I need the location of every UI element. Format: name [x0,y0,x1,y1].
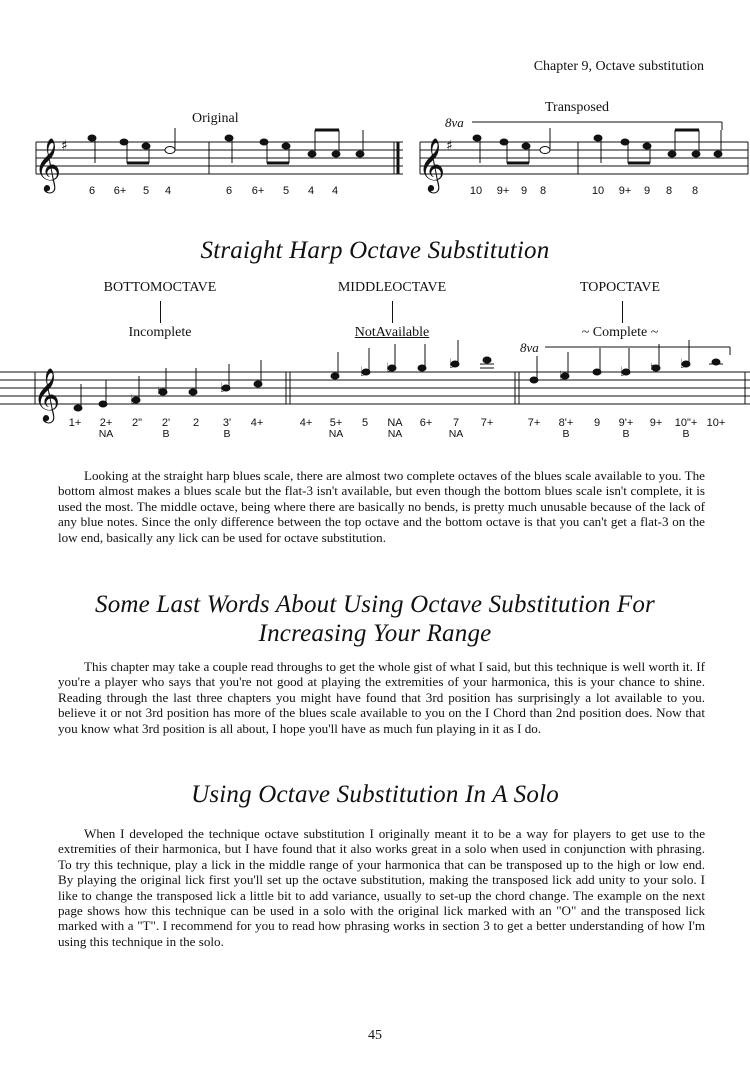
tab-number [519,418,549,429]
middle-octave-status: NotAvailable [354,325,430,340]
tab-number: 9 [520,185,528,197]
tab-number [122,418,152,429]
tab-hole: 9+ [649,417,663,429]
svg-text:♭: ♭ [386,361,393,376]
tab-number [472,418,502,429]
top-octave-status: ~ Complete ~ [581,325,659,340]
tab-number [151,418,181,440]
tab-hole: 9 [593,417,601,429]
tab-annotation: B [223,428,231,440]
paragraph-straight-harp: Looking at the straight harp blues scale, there are almost two complete octaves of the blues scale available to you. The bottom almost makes a blues scale but the flat-3 isn't available, but even though the bottom blues scale isn't complete, it is used the most. The middle octave, being where there are basically no bends, is pretty much unusable because of the lack of any blue notes. Since the only difference between the top octave and the bottom octave is that you can't get a flat-3 on the low end, basically any lick can be used for octave substitution. [58,468,705,545]
tab-hole: 2' [161,417,171,429]
tab-hole: 10+ [706,417,726,429]
tab-number [60,418,90,429]
page-number: 45 [368,1028,382,1043]
tab-annotation: NA [98,428,114,440]
tab-hole: 8'+ [558,417,574,429]
treble-clef-icon: 𝄞 [33,367,61,421]
svg-text:♯: ♯ [61,138,68,154]
tab-hole: 10"+ [674,417,698,429]
tab-number [441,418,471,440]
section-title-straight-harp: Straight Harp Octave Substitution [200,237,550,264]
top-octave-connector [622,301,623,323]
bottom-octave-connector [160,301,161,323]
tab-number [411,418,441,429]
tab-hole: 7+ [480,417,494,429]
music-notation [0,0,750,440]
svg-text:♮: ♮ [650,361,655,376]
tab-number [611,418,641,440]
svg-text:♯: ♯ [446,138,453,154]
paragraph-solo: When I developed the technique octave substitution I originally meant it to be a way for players to get use to the extremities of their harmonica, but I have found that it also works great in a solo when used in conjunction with phrasing. To try this technique, play a lick in the middle range of your harmonica that can be transposed up to the high or low end. By playing the original lick first you'll set up the octave substitution, making the transposed lick add unity to your solo. I like to change the transposed lick a little bit to add variance, usually to set-up the chord change. The example on the next page shows how this technique can be used in a solo with the original lick marked with an "O" and the transposed lick marked with a "T". I recommend for you to read how phrasing works in section 3 to get a better understanding of how I'm using this technique in the solo. [58,826,705,949]
svg-text:♭: ♭ [620,365,627,380]
svg-text:♭: ♭ [680,357,687,372]
tab-annotation: B [162,428,170,440]
original-label: Original [192,111,239,126]
bottom-octave-label: BOTTOMOCTAVE [103,280,217,295]
tab-number [91,418,121,440]
svg-text:♭: ♭ [130,393,137,408]
tab-number [551,418,581,440]
tab-number [181,418,211,429]
tab-hole: 7 [452,417,460,429]
tab-annotation: B [562,428,570,440]
tab-number: 10 [469,185,483,197]
tab-number: 5 [142,185,150,197]
tab-hole: 3' [222,417,232,429]
middle-octave-label: MIDDLEOCTAVE [337,280,447,295]
tab-number: 8 [691,185,699,197]
tab-hole: 5+ [329,417,343,429]
tab-number: 10 [591,185,605,197]
tab-number [380,418,410,440]
tab-hole: 5 [361,417,369,429]
bottom-octave-status: Incomplete [128,325,192,340]
svg-text:♭: ♭ [360,365,367,380]
svg-text:♭: ♭ [449,357,456,372]
tab-number: 6+ [251,185,265,197]
tab-number: 5 [282,185,290,197]
section-title-last-words-line1: Some Last Words About Using Octave Substitution For [95,591,655,618]
tab-number: 4 [331,185,339,197]
tab-hole: 4+ [250,417,264,429]
treble-clef-icon: 𝄞 [34,137,62,191]
tab-number [291,418,321,429]
tab-hole: 2" [131,417,143,429]
tab-hole: 1+ [68,417,82,429]
tab-number: 4 [164,185,172,197]
tab-hole: 9'+ [618,417,634,429]
tab-hole: 6+ [419,417,433,429]
tab-hole: 2 [192,417,200,429]
scale-staff [0,372,750,404]
tab-hole: 4+ [299,417,313,429]
svg-text:♮: ♮ [157,385,162,400]
tab-annotation: NA [448,428,464,440]
tab-hole: 7+ [527,417,541,429]
tab-number [212,418,242,440]
ottava-mark-scale: 8va [520,340,539,355]
tab-number [582,418,612,429]
tab-number: 6+ [113,185,127,197]
tab-annotation: B [682,428,690,440]
tab-number [242,418,272,429]
transposed-label: Transposed [545,100,610,115]
treble-clef-icon: 𝄞 [418,137,446,191]
tab-number [641,418,671,429]
tab-annotation: NA [387,428,403,440]
tab-annotation: B [622,428,630,440]
middle-octave-connector [392,301,393,323]
tab-number: 9 [643,185,651,197]
tab-number [321,418,351,440]
tab-hole: NA [387,417,403,429]
tab-number: 6 [88,185,96,197]
top-octave-label: TOPOCTAVE [579,280,661,295]
section-title-solo: Using Octave Substitution In A Solo [191,781,559,808]
tab-number [350,418,380,429]
section-title-last-words-line2: Increasing Your Range [258,620,492,647]
tab-number: 4 [307,185,315,197]
tab-number: 8 [665,185,673,197]
tab-number [671,418,701,440]
tab-number: 6 [225,185,233,197]
svg-text:♭: ♭ [559,369,566,384]
paragraph-last-words: This chapter may take a couple read throughs to get the whole gist of what I said, but this technique is well worth it. If you're a player who says that you're not good at playing the extremities of your harmonica, this is your chance to shine. Reading through the last three chapters you might have found that 3rd position has surprisingly a lot available to you. believe it or not 3rd position has more of the blues scale available to you on the I Chord than 2nd position does. Now that you know what 3rd position is all about, I hope you'll have as much fun playing in it as I do. [58,659,705,736]
tab-number: 8 [539,185,547,197]
tab-annotation: NA [328,428,344,440]
tab-hole: 2+ [99,417,113,429]
tab-number [701,418,731,429]
ottava-mark: 8va [445,115,464,130]
chapter-header: Chapter 9, Octave substitution [533,59,704,74]
svg-text:♭: ♭ [220,381,227,396]
tab-number: 9+ [618,185,632,197]
original-staff [36,142,403,174]
tab-number: 9+ [496,185,510,197]
